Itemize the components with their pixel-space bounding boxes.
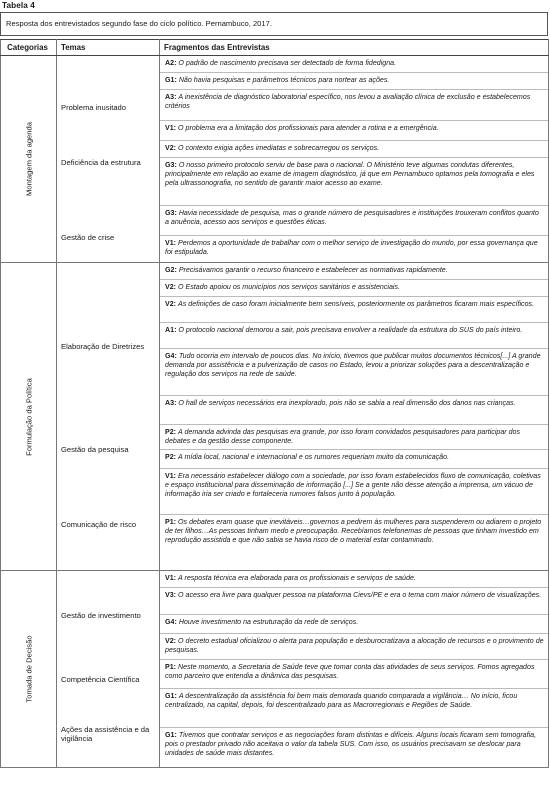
header-temas: Temas (57, 40, 160, 56)
fragment (160, 396, 548, 425)
speaker-code: G3: (165, 209, 177, 217)
speaker-code: G4: (165, 352, 177, 360)
fragment (160, 615, 548, 634)
fragment (160, 515, 548, 570)
fragment (160, 56, 548, 73)
tema-label: Gestão de investimento (61, 611, 141, 620)
speaker-code: A1: (165, 326, 177, 334)
fragment (160, 158, 548, 206)
fragment (160, 469, 548, 515)
fragment-text: O Estado apoiou os municípios nos serviços sanitários e assistenciais. (178, 283, 401, 291)
fragment-text: O problema era a limitação dos profissionais para atender a rotina e a emergência. (178, 124, 439, 132)
fragment (160, 660, 548, 689)
speaker-code: V1: (165, 239, 177, 247)
speaker-code: P2: (165, 428, 177, 436)
speaker-code: G3: (165, 161, 177, 169)
fragment-text: Não havia pesquisas e parâmetros técnicos para nortear as ações. (178, 76, 390, 84)
fragments-cell (160, 263, 549, 571)
tema-label: Competência Científica (61, 675, 140, 684)
fragments-cell (160, 56, 549, 263)
fragment-text: O decreto estadual oficializou o alerta para população e desburocratizava a alocação de recursos e o provimento de pesquisas. (165, 637, 544, 655)
section-row (1, 263, 549, 571)
speaker-code: V2: (165, 144, 177, 152)
speaker-code: A3: (165, 399, 177, 407)
fragment (160, 571, 548, 588)
tema-label: Comunicação de risco (61, 520, 137, 529)
fragment (160, 206, 548, 236)
fragment (160, 90, 548, 121)
fragment-text: Os debates eram quase que inevitáveis…governos a pedirem às mulheres para suspenderem ou adiarem o projeto de ter filhos…As pessoas tinham medo e preocupação. Recebíamos telefonemas de pessoas que tinham investido em reprodução assistida e que não sabia se havia risco de o material estar contaminado. (165, 518, 542, 545)
fragment-text: Neste momento, a Secretaria de Saúde teve que tomar conta das atividades de seus serviços. Fomos agregados como parceiro que entendia a dinâmica das pesquisas. (165, 663, 535, 681)
tema-label: Gestão de crise (61, 233, 115, 242)
tema-label: Elaboração de Diretrizes (61, 342, 145, 351)
speaker-code: P2: (165, 453, 177, 461)
section-row (1, 56, 549, 263)
fragment (160, 263, 548, 280)
tema-cell (57, 571, 160, 768)
section-row (1, 571, 549, 768)
speaker-code: V2: (165, 637, 177, 645)
interview-table (0, 39, 549, 768)
fragment (160, 73, 548, 90)
speaker-code: A2: (165, 59, 177, 67)
fragment (160, 425, 548, 450)
tema-label: Ações da assistência e da vigilância (61, 725, 150, 744)
speaker-code: V1: (165, 472, 177, 480)
tema-cell (57, 263, 160, 571)
caption-box (0, 12, 548, 36)
fragment-text: Era necessário estabelecer diálogo com a sociedade, por isso foram estabelecidos fluxo de comunicação, coletivas e espaço institucional para disseminação de informação [...] Se a gente não desse atenção a imprensa, um vácuo de informação iria ser criado e fortaleceria rumores falsos junto à população. (165, 472, 541, 499)
fragment (160, 349, 548, 396)
header-row (1, 40, 549, 56)
category-label: Montagem da agenda (24, 122, 33, 196)
fragment-text: A resposta técnica era elaborada para os profissionais e serviços de saúde. (178, 574, 416, 582)
speaker-code: P1: (165, 518, 177, 526)
speaker-code: V3: (165, 591, 177, 599)
tema-label: Gestão da pesquisa (61, 445, 129, 454)
fragment (160, 634, 548, 660)
fragment-text: Houve investimento na estruturação da rede de serviços. (178, 618, 359, 626)
speaker-code: G4: (165, 618, 177, 626)
fragment-text: A descentralização da assistência foi bem mais demorada quando comparada a vigilância… No início, ficou centralizado, na capital, depois, foi descentralizado para as Macrorregionais e Regiões de Saúde. (165, 692, 518, 710)
tema-label: Problema inusitado (61, 103, 127, 112)
table-caption: Resposta dos entrevistados segundo fase do ciclo político. Pernambuco, 2017. (6, 19, 272, 28)
fragment-text: As definições de caso foram inicialmente bem sensíveis, posteriormente os parâmetros ficaram mais específicos. (178, 300, 535, 308)
speaker-code: G1: (165, 76, 177, 84)
fragment-text: A demanda advinda das pesquisas era grande, por isso foram convidados pesquisadores para participar dos debates e da gestão desse componente. (165, 428, 521, 446)
fragment-text: O nosso primeiro protocolo serviu de base para o nacional. O Ministério teve algumas condutas diferentes, principalmente em relação ao exame de imagem diagnóstico, já que em Pernambuco optamos pela tomografia e eles pela ultrassonografia, no sentido de garantir maior acesso ao exame. (165, 161, 535, 188)
speaker-code: G1: (165, 731, 177, 739)
speaker-code: G2: (165, 266, 177, 274)
fragment (160, 323, 548, 349)
table-title: Tabela 4 (2, 1, 35, 10)
category-cell (1, 263, 57, 571)
fragment (160, 236, 548, 262)
fragment (160, 297, 548, 323)
speaker-code: V2: (165, 283, 177, 291)
category-cell (1, 571, 57, 768)
fragment-text: O contexto exigia ações imediatas e sobrecarregou os serviços. (178, 144, 380, 152)
fragment-text: A mídia local, nacional e internacional e os rumores requeriam muito da comunicação. (178, 453, 450, 461)
speaker-code: P1: (165, 663, 177, 671)
fragment-text: O acesso era livre para qualquer pessoa na plataforma Cievs/PE e era o tema com maior número de visualizações. (178, 591, 542, 599)
fragment-text: O hall de serviços necessários era inexplorado, pois não se sabia a real dimensão dos danos nas crianças. (178, 399, 516, 407)
category-label: Tomada de Decisão (24, 635, 33, 703)
fragment (160, 121, 548, 141)
fragment-text: A inexistência de diagnóstico laboratorial específico, nos levou a avaliação clínica de exclusão e estabelecemos critérios (165, 93, 531, 111)
fragment (160, 588, 548, 615)
tema-label: Deficiência da estrutura (61, 158, 141, 167)
header-fragmentos: Fragmentos das Entrevistas (160, 40, 549, 56)
fragment-text: Precisávamos garantir o recurso financeiro e estabelecer as normativas rapidamente. (178, 266, 448, 274)
fragment (160, 141, 548, 158)
speaker-code: V1: (165, 574, 177, 582)
fragment (160, 280, 548, 297)
speaker-code: V2: (165, 300, 177, 308)
tema-cell (57, 56, 160, 263)
fragment (160, 728, 548, 767)
fragment-text: Perdemos a oportunidade de trabalhar com o melhor serviço de investigação do mundo, por essa governança que foi estipulada. (165, 239, 538, 257)
fragment-text: O padrão de nascimento precisava ser detectado de forma fidedigna. (178, 59, 397, 67)
speaker-code: A3: (165, 93, 177, 101)
fragment-text: O protocolo nacional demorou a sair, pois precisava envolver a realidade da estrutura do SUS do país inteiro. (178, 326, 523, 334)
fragments-cell (160, 571, 549, 768)
fragment-text: Tudo ocorria em intervalo de poucos dias. No início, tivemos que publicar muitos documentos técnicos[...] A grande demanda por assistência e a pulverização de casos no Estado, levou a priorizar soluções para a descentralização e regulação dos serviços na rede de saúde. (165, 352, 541, 379)
header-categorias: Categorias (1, 40, 57, 56)
fragment-text: Tivemos que contratar serviços e as negociações foram distintas e difíceis. Alguns locais ficaram sem tomografia, pois o prestador privado não aceitava o valor da tabela SUS. Com isso, os usuários precisavam se deslocar para unidades de saúde mais distantes. (165, 731, 537, 758)
category-label: Formulação da Política (24, 377, 33, 456)
category-cell (1, 56, 57, 263)
speaker-code: G1: (165, 692, 177, 700)
fragment (160, 689, 548, 728)
fragment (160, 450, 548, 469)
speaker-code: V1: (165, 124, 177, 132)
fragment-text: Havia necessidade de pesquisa, mas o grande número de pesquisadores e instituições trouxeram conflitos quanto a anuência, acesso aos serviços e questões éticas. (165, 209, 539, 227)
